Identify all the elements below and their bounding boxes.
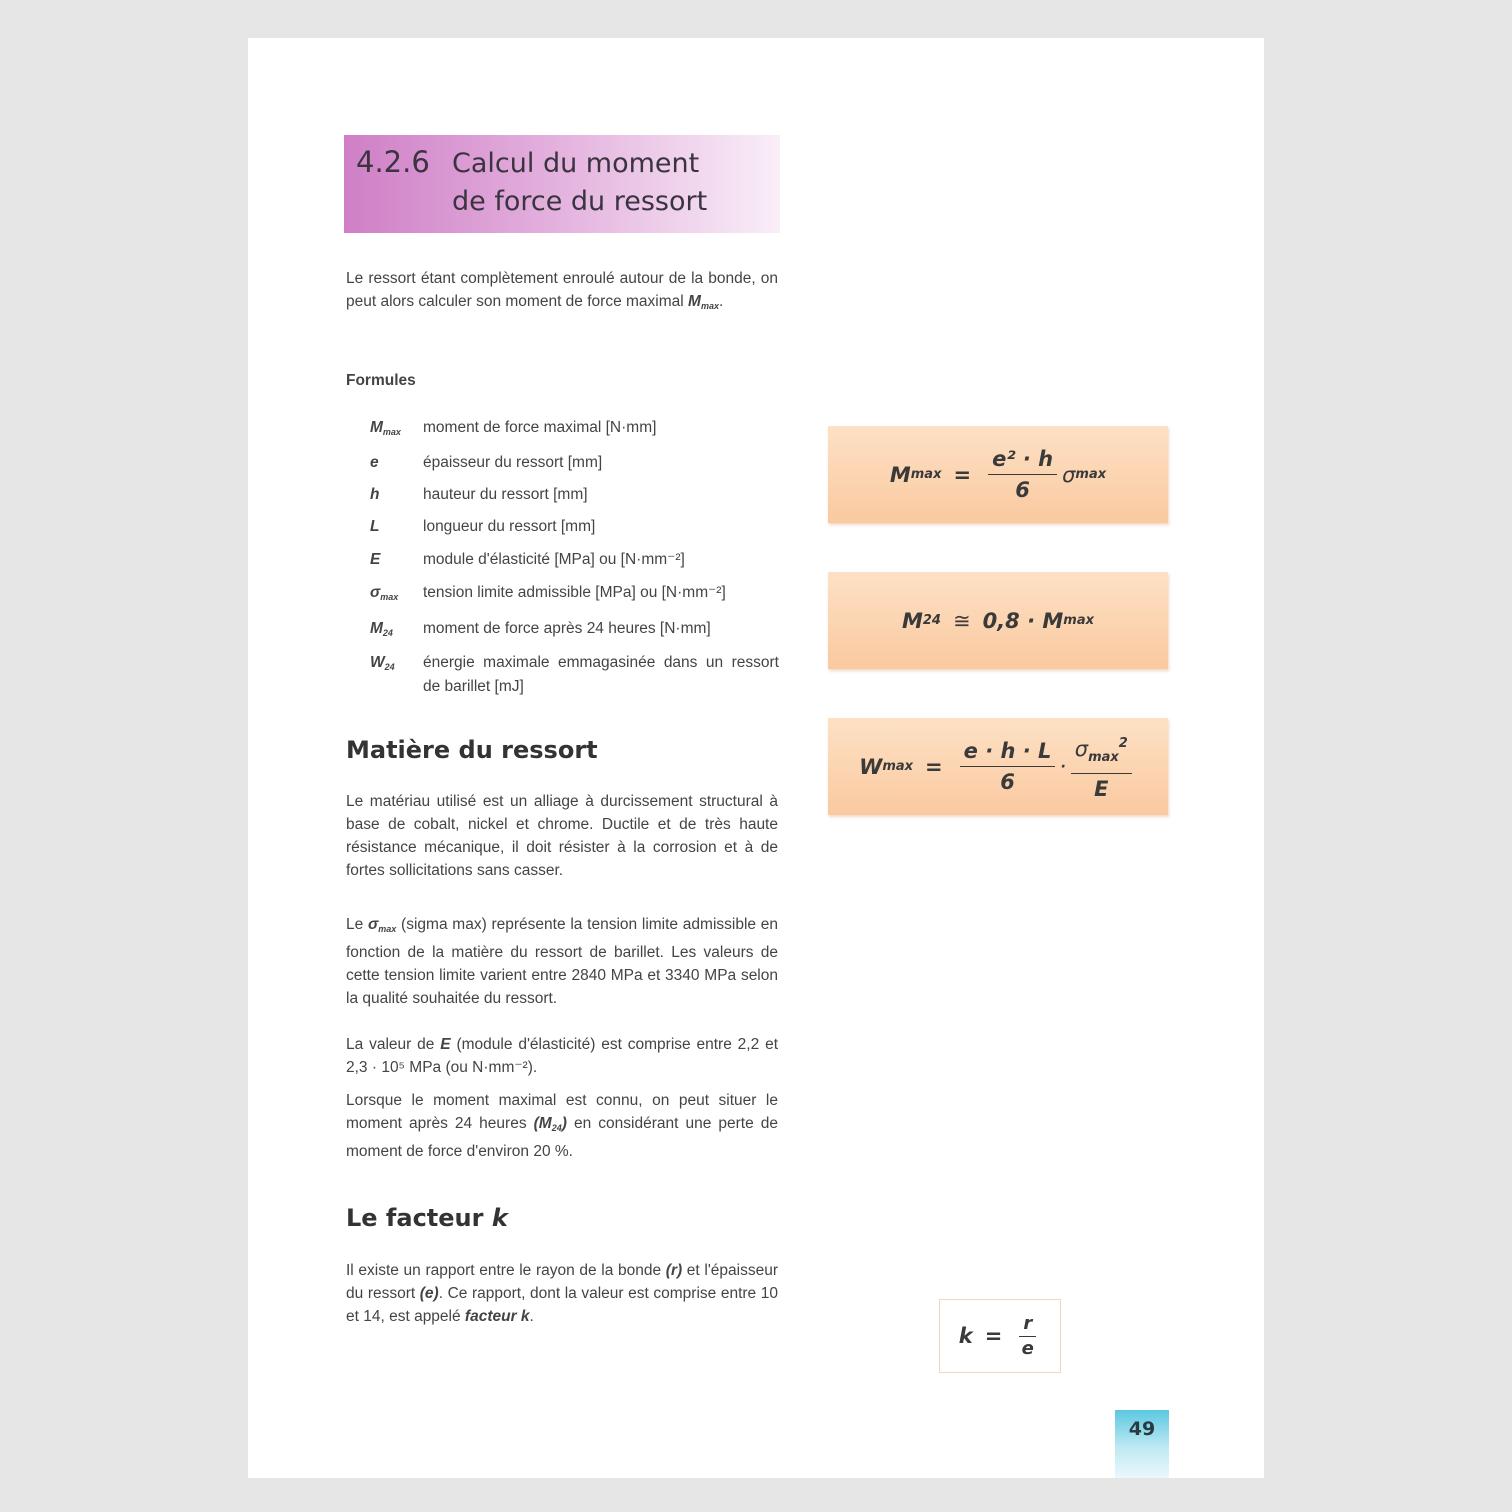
fraction-denominator: E bbox=[1094, 777, 1109, 801]
e-symbol: E bbox=[440, 1036, 451, 1053]
symbol-description: hauteur du ressort [mm] bbox=[423, 486, 588, 503]
symbol-row-h bbox=[370, 483, 780, 507]
paren: ) bbox=[561, 1115, 567, 1132]
symbol-description: épaisseur du ressort [mm] bbox=[423, 454, 603, 471]
text: Le bbox=[346, 916, 368, 933]
formula-k-box bbox=[939, 1299, 1061, 1373]
sigma-sub: max bbox=[1088, 750, 1119, 765]
formula-fraction bbox=[988, 446, 1057, 503]
symbol bbox=[370, 651, 420, 679]
symbol bbox=[370, 617, 420, 645]
k-term: facteur k bbox=[464, 1308, 530, 1325]
section-title bbox=[452, 145, 707, 221]
text: et l'épaisseur du ressort bbox=[346, 1262, 778, 1302]
symbol: h bbox=[370, 486, 380, 503]
heading-facteur-k bbox=[346, 1204, 508, 1232]
section-title-line1: Calcul du moment bbox=[452, 148, 700, 179]
formula-fraction-2 bbox=[1071, 731, 1132, 802]
intro-symbol-sub: max bbox=[700, 301, 719, 311]
heading-text: Le facteur bbox=[346, 1204, 492, 1232]
fraction-denominator: 6 bbox=[1015, 478, 1030, 502]
formula-wmax bbox=[828, 718, 1168, 815]
text: (sigma max) représente la tension limite admissible en fonction de la matière du ressort de barillet. Les valeurs de cette tension limite varient entre 2840 MPa et 3340 MPa selon la qualité souhaitée du ressort. bbox=[346, 916, 778, 1007]
symbol-description: longueur du ressort [mm] bbox=[423, 518, 596, 535]
formula-fraction bbox=[1019, 1314, 1036, 1359]
symbol-letter: M bbox=[370, 620, 383, 637]
formula-sigma: σ bbox=[1062, 462, 1076, 487]
symbol-row-mmax bbox=[370, 416, 780, 440]
formula-equals: = bbox=[953, 462, 972, 487]
symbol-row-m24 bbox=[370, 617, 780, 641]
symbol bbox=[370, 581, 420, 609]
page-number: 49 bbox=[1128, 1418, 1156, 1440]
formula-lhs: W bbox=[859, 754, 883, 779]
intro-tail: . bbox=[718, 293, 724, 310]
facteur-paragraph bbox=[346, 1259, 778, 1328]
formula-rhs: 0,8 · M bbox=[982, 608, 1064, 633]
symbol-description: moment de force maximal [N·mm] bbox=[423, 419, 657, 436]
formula-rhs-sub: max bbox=[1063, 613, 1095, 628]
text: La valeur de bbox=[346, 1036, 441, 1053]
formula-lhs: k bbox=[958, 1324, 973, 1348]
sigma-sub: max bbox=[378, 924, 397, 934]
formula-wmax-box bbox=[828, 718, 1168, 815]
symbol: L bbox=[370, 518, 380, 535]
text: . Ce rapport, dont la valeur est comprise entre 10 et 14, est appelé bbox=[346, 1285, 778, 1325]
text: Lorsque le moment maximal est connu, on peut situer le moment après 24 heures bbox=[346, 1092, 778, 1132]
symbol-description: énergie maximale emmagasinée dans un ressort de barillet [mJ] bbox=[423, 654, 779, 695]
text: Il existe un rapport entre le rayon de la bonde bbox=[346, 1262, 666, 1279]
matiere-paragraph-3 bbox=[346, 1033, 778, 1079]
section-heading bbox=[344, 135, 780, 233]
symbol-row-l bbox=[370, 515, 780, 539]
formula-lhs-sub: 24 bbox=[922, 613, 941, 628]
matiere-paragraph-1: Le matériau utilisé est un alliage à durcissement structural à base de cobalt, nickel et chrome. Ductile et de très haute résistance mécanique, il doit résister à la corrosion et à de fortes sollicitations sans casser. bbox=[346, 793, 778, 879]
text: (module d'élasticité) est comprise entre 2,2 et 2,3 · 10⁵ MPa (ou N·mm⁻²). bbox=[346, 1036, 778, 1076]
fraction-numerator: e · h · L bbox=[960, 738, 1056, 767]
fraction-denominator: e bbox=[1021, 1337, 1034, 1359]
symbol-row-w24 bbox=[370, 651, 780, 699]
symbol-description: module d'élasticité [MPa] ou [N·mm⁻²] bbox=[423, 551, 685, 568]
sigma-sup: 2 bbox=[1118, 736, 1128, 751]
symbol: e bbox=[370, 454, 379, 471]
sigma-symbol: σ bbox=[368, 916, 379, 933]
m24-symbol: (M bbox=[533, 1115, 552, 1132]
formula-lhs: M bbox=[889, 462, 911, 487]
symbol-row-sigma bbox=[370, 581, 780, 605]
section-number: 4.2.6 bbox=[356, 145, 430, 179]
formula-lhs-sub: max bbox=[910, 467, 942, 482]
symbol-row-e-modulus bbox=[370, 548, 780, 572]
section-title-line2: de force du ressort bbox=[452, 186, 708, 217]
formula-lhs-sub: max bbox=[882, 759, 914, 774]
symbol-row-e bbox=[370, 451, 780, 475]
symbol-description: tension limite admissible [MPa] ou [N·mm⁻²] bbox=[423, 584, 726, 601]
formula-fraction-1 bbox=[960, 738, 1056, 795]
book-page bbox=[248, 38, 1264, 1478]
text: en considérant une perte de moment de force d'environ 20 %. bbox=[346, 1115, 779, 1160]
fraction-numerator: r bbox=[1019, 1314, 1036, 1337]
fraction-numerator: e² · h bbox=[988, 446, 1057, 475]
text: . bbox=[529, 1308, 534, 1325]
r-symbol: (r) bbox=[665, 1262, 683, 1279]
matiere-paragraph-2 bbox=[346, 913, 778, 1010]
intro-paragraph bbox=[346, 267, 778, 318]
heading-k: k bbox=[491, 1204, 508, 1232]
formulas-label: Formules bbox=[346, 372, 416, 389]
intro-text: Le ressort étant complètement enroulé autour de la bonde, on peut alors calculer son moment de force maximal bbox=[346, 270, 778, 310]
symbol: E bbox=[370, 551, 381, 568]
heading-matiere: Matière du ressort bbox=[346, 736, 598, 764]
formula-sigma-sub: max bbox=[1075, 467, 1107, 482]
e-symbol: (e) bbox=[419, 1285, 439, 1302]
symbol-letter: W bbox=[370, 654, 385, 671]
page-number-tab bbox=[1115, 1410, 1169, 1478]
symbol-description: moment de force après 24 heures [N·mm] bbox=[423, 620, 711, 637]
formula-mmax-box bbox=[828, 426, 1168, 523]
formula-equals: = bbox=[925, 754, 943, 779]
formula-m24-box bbox=[828, 572, 1168, 669]
matiere-paragraph-4 bbox=[346, 1089, 778, 1163]
intro-symbol: M bbox=[688, 293, 701, 310]
symbol-letter: σ bbox=[370, 584, 381, 601]
symbol-letter: M bbox=[370, 419, 383, 436]
symbol-sub: max bbox=[380, 592, 399, 602]
formula-mmax bbox=[828, 426, 1168, 523]
symbol-sub: 24 bbox=[384, 662, 395, 672]
fraction-numerator bbox=[1071, 731, 1132, 774]
formula-approx: ≅ bbox=[952, 608, 971, 633]
formula-dot: · bbox=[1060, 758, 1066, 775]
formula-equals: = bbox=[984, 1324, 1003, 1348]
symbol-sub: max bbox=[382, 427, 401, 437]
m24-sub: 24 bbox=[551, 1123, 562, 1133]
sigma: σ bbox=[1074, 737, 1089, 761]
symbol bbox=[370, 416, 420, 444]
formula-m24 bbox=[828, 572, 1168, 669]
fraction-denominator: 6 bbox=[1000, 770, 1015, 794]
formula-lhs: M bbox=[901, 608, 923, 633]
symbol-sub: 24 bbox=[382, 628, 393, 638]
